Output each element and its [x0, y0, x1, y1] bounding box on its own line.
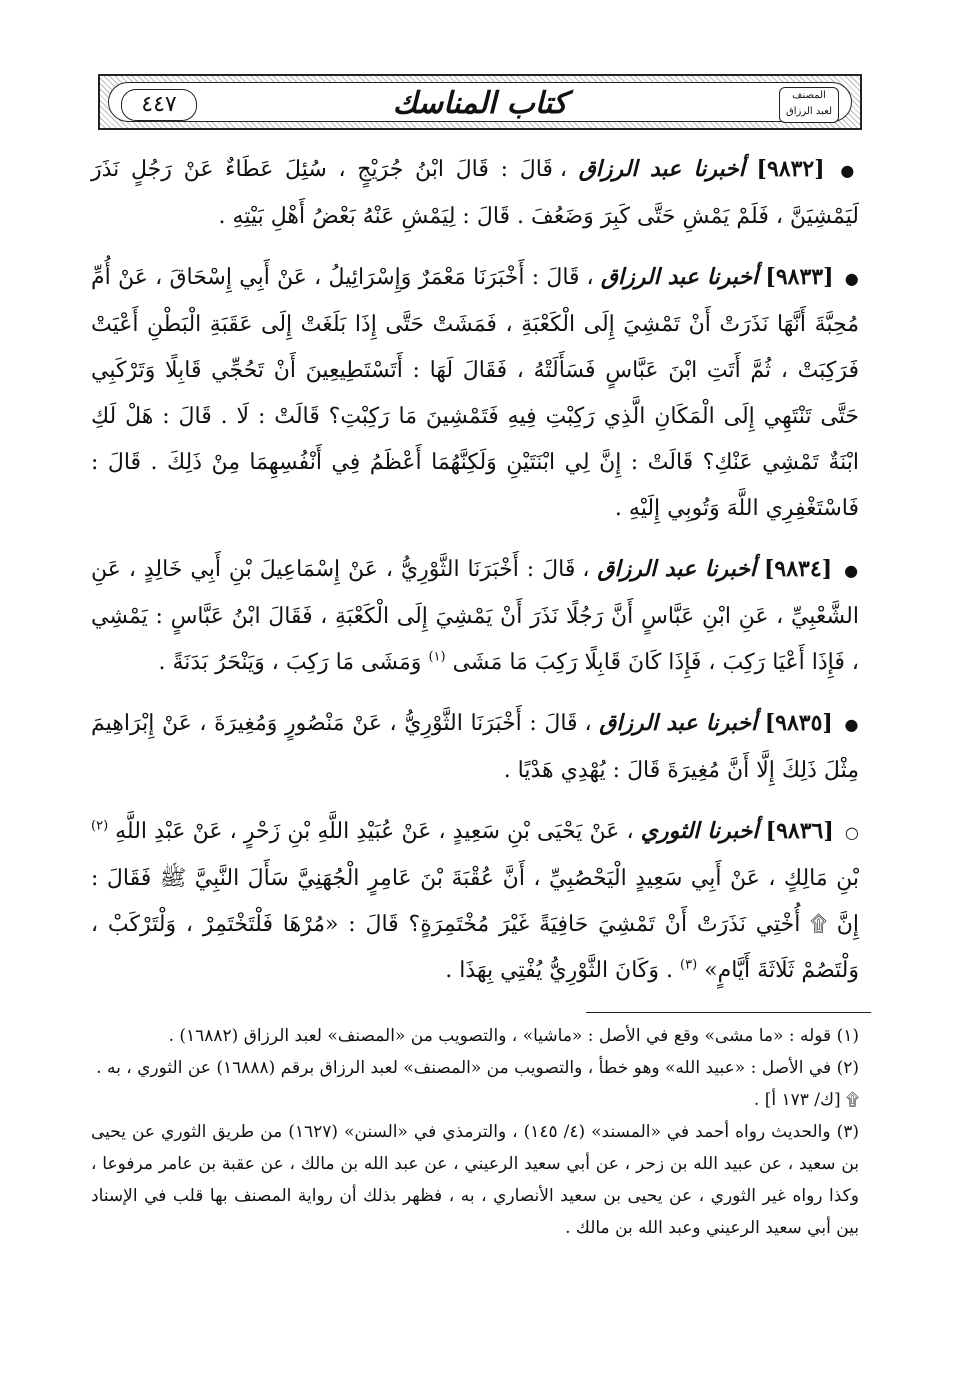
footnote-ref-3[interactable]: (٣) — [680, 957, 698, 973]
footnote-ref-2[interactable]: (٢) — [91, 818, 109, 834]
chain-start: أخبرنا عبد الرزاق — [597, 556, 757, 582]
footnotes — [91, 1020, 859, 1244]
entry-marker: ● — [844, 561, 859, 580]
hadith-entry — [91, 546, 859, 686]
hadith-text: ، قَالَ : أَخْبَرَنَا الثَّوْرِيُّ ، عَنْ مَنْصُورٍ وَمُغِيرَةَ ، عَنْ إِبْرَاهِيمَ مِثْلَ ذَلِكَ إِلَّا أَنَّ مُغِيرَةَ قَالَ : يُهْدِي هَدْيًا . — [91, 711, 859, 783]
chain-start: أخبرنا الثوري — [640, 818, 759, 844]
hadith-entry — [91, 254, 859, 532]
hadith-text-end: . وَكَانَ الثَّوْرِيُّ يُفْتِي بِهَذَا . — [445, 958, 673, 983]
footnote-text: في الأصل : «عبيد الله» وهو خطأ ، والتصويب من «المصنف» لعبد الرزاق برقم (١٦٨٨٨) عن الثوري ، به . — [96, 1058, 832, 1078]
hadith-text: ، قَالَ : أَخْبَرَنَا مَعْمَرٌ وَإِسْرَائِيلُ ، عَنْ أَبِي إِسْحَاقَ ، عَنْ أُمِّ مُحِبَّةَ أَنَّهَا نَذَرَتْ أَنْ تَمْشِيَ إِلَى الْكَعْبَةِ ، فَمَشَتْ حَتَّى إِذَا بَلَغَتْ إِلَى عَقَبَةِ الْبَطْنِ أَعْيَتْ فَرَكِبَتْ ، ثُمَّ أَتَتِ ابْنَ عَبَّاسٍ فَسَأَلَتْهُ ، فَقَالَ لَهَا : أَتَسْتَطِيعِينَ أَنْ تَحُجِّي قَابِلًا وَتَرْكَبِي حَتَّى تَنْتَهِي إِلَى الْمَكَانِ الَّذِي رَكِبْتِ فِيهِ فَتَمْشِينَ مَا رَكِبْتِ؟ قَالَتْ : لَا . قَالَ : هَلْ لَكِ ابْنَةٌ تَمْشِي عَنْكِ؟ قَالَتْ : إِنَّ لِي ابْنَتَيْنِ وَلَكِنَّهُمَا أَعْظَمُ فِي أَنْفُسِهِمَا مِنْ ذَلِكَ . قَالَ : فَاسْتَغْفِرِي اللَّهَ وَتُوبِي إِلَيْهِ . — [91, 265, 859, 521]
emblem-line-2: لعبد الرزاق — [785, 106, 833, 117]
hadith-number: [٩٨٣٣] — [765, 264, 834, 290]
header-frame — [108, 82, 852, 122]
footnote-ref-1[interactable]: (١) — [428, 649, 446, 665]
hadith-entry — [91, 808, 859, 994]
footnote-mark: (٢) — [836, 1058, 859, 1078]
footnote-text: [ك/ ١٧٣ أ] . — [753, 1090, 841, 1110]
hadith-number: [٩٨٣٥] — [764, 710, 833, 736]
hadith-text-continued: وَمَشَى مَا رَكِبَ ، وَيَنْحَرُ بَدَنَةً . — [158, 650, 422, 675]
footnote-mark: ۩ — [846, 1090, 859, 1110]
chain-start: أخبرنا عبد الرزاق — [578, 156, 745, 182]
hadith-entry — [91, 146, 859, 240]
hadith-text-continued: بْنِ مَالِكٍ ، عَنْ أَبِي سَعِيدٍ الْيَحْصُبِيِّ ، أَنَّ عُقْبَةَ بْنَ عَامِرٍ الْجُهَنِيَّ سَأَلَ النَّبِيَّ ﷺ فَقَالَ : إِنَّ ۩ أُخْتِي نَذَرَتْ أَنْ تَمْشِيَ حَافِيَةً غَيْرَ مُخْتَمِرَةٍ؟ قَالَ : «مُرْهَا فَلْتَخْتَمِرْ ، وَلْتَرْكَبْ ، وَلْتَصُمْ ثَلَاثَةَ أَيَّامٍ» — [91, 866, 859, 983]
hadith-number: [٩٨٣٢] — [756, 156, 825, 182]
footnote-text: قوله : «ما مشى» وقع في الأصل : «ماشيا» ، والتصويب من «المصنف» لعبد الرزاق (١٦٨٨٢) . — [168, 1026, 832, 1046]
hadith-number: [٩٨٣٦] — [765, 818, 834, 844]
footnote — [91, 1020, 859, 1052]
entry-marker: ● — [844, 715, 859, 734]
hadith-text: ، قَالَ : أَخْبَرَنَا الثَّوْرِيُّ ، عَنْ إِسْمَاعِيلَ بْنِ أَبِي خَالِدٍ ، عَنِ الشَّعْبِيِّ ، عَنِ ابْنِ عَبَّاسٍ أَنَّ رَجُلًا نَذَرَ أَنْ يَمْشِيَ إِلَى الْكَعْبَةِ ، فَقَالَ ابْنُ عَبَّاسٍ : يَمْشِي ، فَإِذَا أَعْيَا رَكِبَ ، فَإِذَا كَانَ قَابِلًا رَكِبَ مَا مَشَى — [91, 557, 859, 675]
footnote-separator — [586, 1012, 871, 1013]
footnote — [91, 1052, 859, 1084]
emblem-line-1: المصنف — [792, 90, 826, 101]
page-header — [98, 74, 862, 130]
footnote — [91, 1116, 859, 1244]
entry-marker: ○ — [844, 823, 860, 842]
running-title: كتاب المناسك — [392, 86, 568, 121]
footnote-text: والحديث رواه أحمد في «المسند» (٤/ ١٤٥) ، والترمذي في «السنن» (١٦٢٧) من طريق الثوري عن يحيى بن سعيد ، عن عبيد الله بن زحر ، عن أبي سعيد الرعيني ، عن عبد الله بن مالك ، عن عقبة بن عامر مرفوعا ، وكذا رواه غير الثوري ، عن يحيى بن سعيد الأنصاري ، به ، فظهر بذلك أن رواية المصنف بها قلب في الإسناد بين أبي سعيد الرعيني وعبد الله بن مالك . — [91, 1122, 859, 1238]
main-text — [91, 146, 859, 1008]
footnote — [91, 1084, 859, 1116]
chain-start: أخبرنا عبد الرزاق — [600, 264, 759, 290]
page-number: ٤٤٧ — [121, 89, 197, 121]
entry-marker: ● — [844, 269, 860, 288]
footnote-mark: (١) — [836, 1026, 859, 1046]
entry-marker: ● — [840, 161, 860, 180]
hadith-text: ، عَنْ يَحْيَى بْنِ سَعِيدٍ ، عَنْ عُبَيْدِ اللَّهِ بْنِ زَحْرٍ ، عَنْ عَبْدِ اللَّهِ — [115, 819, 634, 844]
hadith-entry — [91, 700, 859, 794]
hadith-text: ، قَالَ : قَالَ ابْنُ جُرَيْجٍ ، سُئِلَ عَطَاءٌ عَنْ رَجُلٍ نَذَرَ لَيَمْشِيَنَّ ، فَلَمْ يَمْشِ حَتَّى كَبِرَ وَضَعُفَ . قَالَ : لِيَمْشِ عَنْهُ بَعْضُ أَهْلِ بَيْتِهِ . — [91, 157, 859, 229]
hadith-number: [٩٨٣٤] — [764, 556, 833, 582]
chain-start: أخبرنا عبد الرزاق — [599, 710, 758, 736]
footnote-mark: (٣) — [836, 1122, 860, 1142]
